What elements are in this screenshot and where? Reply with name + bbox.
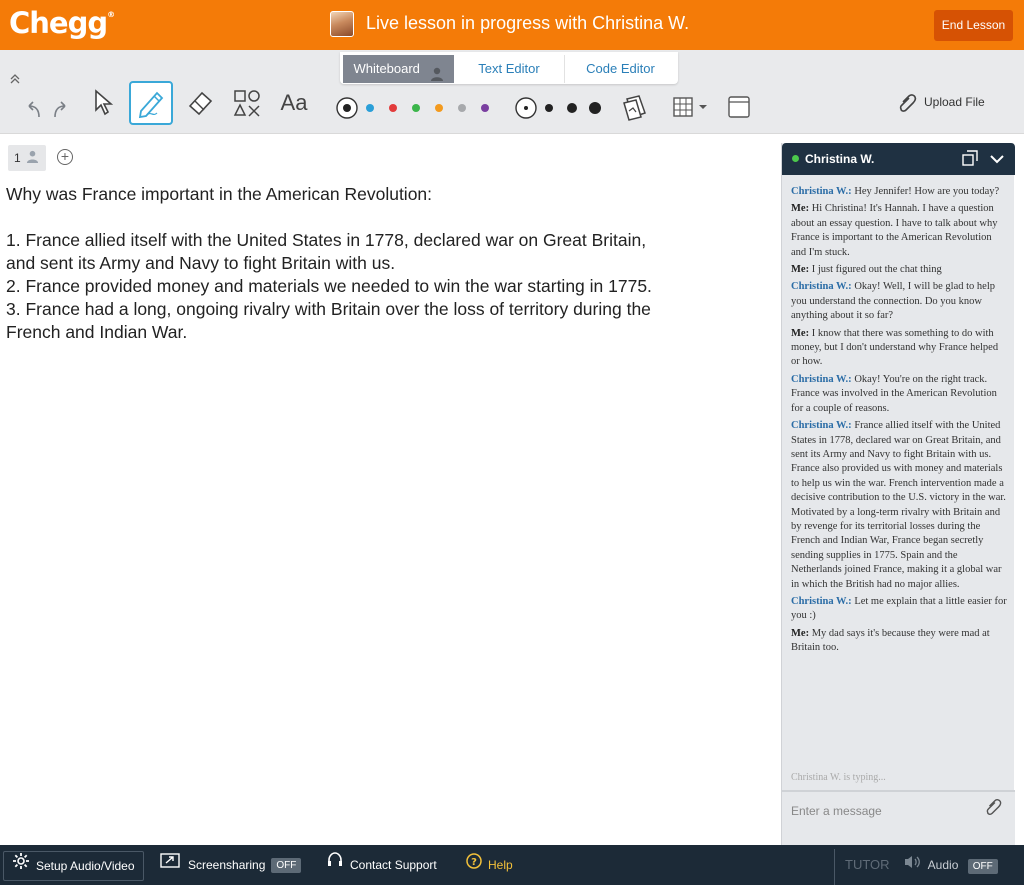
stroke-medium[interactable] [567, 103, 577, 113]
tutor-avatar [330, 11, 354, 37]
eraser-icon[interactable] [184, 87, 216, 119]
audio-toggle[interactable]: Audio OFF [903, 845, 998, 885]
chat-messages [791, 185, 1009, 659]
chat-header [782, 143, 1015, 175]
whiteboard-line: 2. France provided money and materials we needed to win the war starting in 1775. [6, 276, 652, 296]
person-icon [430, 63, 444, 77]
online-status-icon [792, 155, 799, 162]
tab-whiteboard[interactable]: Whiteboard [343, 55, 454, 83]
whiteboard-line: Why was France important in the American Revolution: [6, 184, 433, 204]
speaker-icon [903, 846, 921, 885]
tab-code-editor[interactable]: Code Editor [564, 55, 676, 83]
screen-share-icon [160, 845, 180, 885]
chat-contact-name: Christina W. [805, 152, 875, 166]
help-icon [466, 845, 482, 885]
add-page-icon[interactable]: + [57, 149, 73, 165]
color-blue[interactable] [366, 104, 374, 112]
svg-text:?: ? [471, 857, 477, 868]
bottom-bar [0, 845, 1024, 885]
page-tab-1[interactable]: 1 [8, 145, 46, 171]
chat-message: Christina W.: Hey Jennifer! How are you today? [791, 186, 1000, 197]
paperclip-icon[interactable] [897, 92, 919, 114]
stroke-large[interactable] [589, 102, 601, 114]
color-orange[interactable] [435, 104, 443, 112]
chat-message: Me: Hi Christina! It's Hannah. I have a question about an essay question. I have to talk about why France is important to the American Revolution and I'm stuck. [791, 203, 998, 258]
tutor-label: TUTOR [845, 857, 890, 872]
paste-image-icon[interactable] [620, 91, 650, 123]
color-purple[interactable] [481, 104, 489, 112]
top-bar [0, 0, 1024, 50]
whiteboard-line: 3. France had a long, ongoing rivalry with Britain over the loss of territory during the French and Indian War. [6, 299, 651, 342]
color-green[interactable] [412, 104, 420, 112]
whiteboard-toolbar [0, 50, 1024, 134]
chat-message: Me: My dad says it's because they were mad at Britain too. [791, 627, 990, 654]
chat-message: Christina W.: Let me explain that a little easier for you :) [791, 595, 1007, 622]
stroke-size-selected-icon[interactable] [515, 97, 537, 119]
contact-support-link[interactable]: Contact Support [326, 845, 437, 885]
page-view-icon[interactable] [726, 94, 752, 120]
chat-message: Christina W.: Okay! Well, I will be glad to help you understand the connection. Do you know anything about it so far? [791, 281, 995, 322]
upload-file-label[interactable]: Upload File [924, 95, 985, 109]
tab-text-editor[interactable]: Text Editor [478, 61, 540, 76]
chat-panel [781, 143, 1014, 845]
chevron-down-icon[interactable] [990, 152, 1004, 169]
select-pointer-icon[interactable] [88, 86, 116, 118]
redo-icon[interactable] [50, 98, 70, 120]
attach-file-icon[interactable] [985, 798, 1003, 821]
shapes-icon[interactable] [230, 87, 264, 119]
gear-icon [12, 851, 30, 881]
text-tool-icon[interactable]: Aa [280, 90, 308, 115]
audio-state-badge: OFF [968, 859, 998, 874]
help-link[interactable]: ? Help [466, 845, 513, 885]
chat-message: Me: I just figured out the chat thing [791, 264, 942, 276]
headset-icon [326, 845, 344, 885]
person-icon [26, 146, 39, 172]
chat-message-input[interactable]: Enter a message [791, 804, 882, 818]
typing-indicator: Christina W. is typing... [791, 772, 886, 783]
whiteboard-canvas[interactable] [6, 183, 726, 344]
stroke-small[interactable] [545, 104, 553, 112]
whiteboard-line: 1. France allied itself with the United States in 1778, declared war on Great Britain, and sent its Army and Navy to fight Britain with us. [6, 230, 647, 273]
chat-message: Christina W.: France allied itself with the United States in 1778, declared war on Great Britain, and sent its Army and Navy to fight Britain with us. France also provided us with money and materials to help us win the war. French intervention made a decisive contribution to the U.S. victory in the war. Motivated by a long-term rivalry with Britain and by revenge for its territorial losses during the French and Indian War, France began secretly sending supplies in 1775. Spain and the Netherlands joined France, making it a global war in which the British had no major allies. [791, 420, 1006, 590]
color-gray[interactable] [458, 104, 466, 112]
chat-input-area [782, 790, 1015, 845]
collapse-toolbar-icon[interactable] [10, 74, 20, 87]
grid-dropdown-icon[interactable] [670, 94, 710, 120]
end-lesson-button[interactable]: End Lesson [934, 10, 1013, 41]
chat-message: Me: I know that there was something to do with money, but I don't understand why France helped or how. [791, 327, 999, 368]
screensharing-state-badge: OFF [271, 858, 301, 873]
lesson-title: Live lesson in progress with Christina W. [366, 13, 690, 33]
chat-message: Christina W.: Okay! You're on the right track. France was involved in the American Revolution for a couple of reasons. [791, 373, 997, 414]
popout-icon[interactable] [962, 150, 978, 169]
undo-icon[interactable] [24, 98, 44, 120]
pen-size-icon[interactable] [336, 97, 358, 119]
editor-tabs [340, 52, 678, 84]
setup-audio-video-button[interactable]: Setup Audio/Video [3, 851, 144, 881]
pen-tool-icon[interactable] [129, 81, 173, 125]
chegg-logo: Chegg® [9, 6, 115, 40]
screensharing-toggle[interactable]: Screensharing OFF [160, 845, 301, 885]
color-red[interactable] [389, 104, 397, 112]
